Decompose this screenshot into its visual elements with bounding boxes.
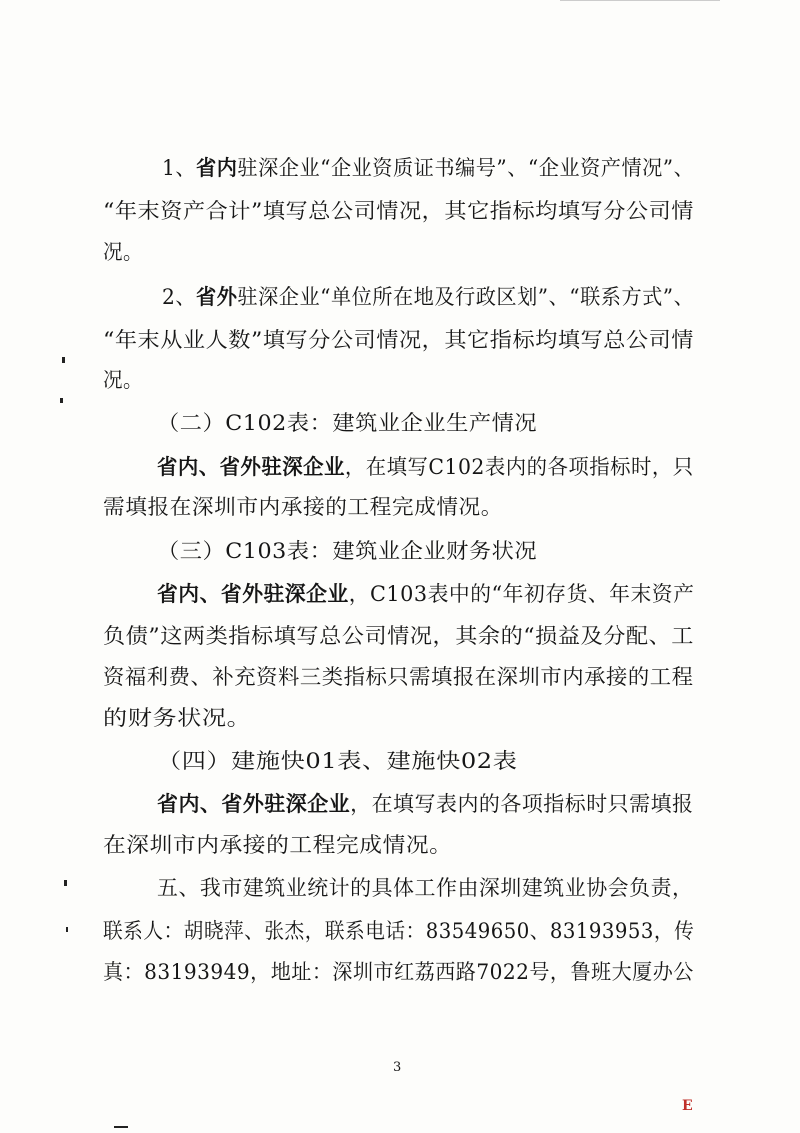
text-line <box>157 536 537 566</box>
bold-text: 省内 <box>196 155 238 180</box>
text-segment: 五、我市建筑业统计的具体工作由深圳建筑业协会负责， <box>157 876 694 900</box>
scan-speck <box>66 927 68 932</box>
text-line <box>162 282 694 312</box>
corner-mark: E <box>682 1098 693 1114</box>
text-line <box>103 662 693 692</box>
text-segment: （二）C102表：建筑业企业生产情况 <box>157 411 538 435</box>
text-segment: 驻深企业“单位所在地及行政区划”、“联系方式”、 <box>237 285 695 309</box>
text-segment: ，C103表中的“年初存货、年末资产 <box>348 582 695 606</box>
text-segment: 负债”这两类指标填写总公司情况，其余的“损益及分配、工 <box>103 624 694 648</box>
text-line <box>103 830 452 860</box>
text-line <box>162 153 694 183</box>
bold-text: 省内、省外驻深企业 <box>157 791 351 816</box>
text-segment: 的财务状况。 <box>103 706 252 730</box>
text-line <box>103 325 694 355</box>
page-number: 3 <box>393 1060 402 1075</box>
text-segment: 需填报在深圳市内承接的工程完成情况。 <box>103 495 503 519</box>
bold-text: 省外 <box>196 284 238 309</box>
text-segment: 联系人：胡晓萍、张杰，联系电话：83549650、83193953，传 <box>103 919 695 943</box>
text-line <box>157 873 694 903</box>
text-line <box>157 789 694 819</box>
text-line <box>103 196 694 226</box>
scan-speck <box>114 1126 128 1128</box>
scan-speck <box>64 880 67 886</box>
text-line <box>103 237 143 267</box>
text-segment: ，在填写表内的各项指标时只需填报 <box>350 792 694 816</box>
text-segment: 况。 <box>103 368 143 392</box>
text-segment: 况。 <box>103 240 143 264</box>
text-segment: （四）建施快01表、建施快02表 <box>157 749 518 773</box>
text-segment: 资福利费、补充资料三类指标只需填报在深圳市内承接的工程 <box>103 665 694 689</box>
text-segment: 1、 <box>162 156 197 180</box>
text-line <box>103 957 694 987</box>
text-segment: 驻深企业“企业资质证书编号”、“企业资产情况”、 <box>237 156 695 180</box>
bold-text: 省内、省外驻深企业 <box>157 454 345 479</box>
scan-speck <box>62 357 65 363</box>
text-line <box>103 703 251 733</box>
scan-speck <box>60 398 63 403</box>
text-line <box>157 408 537 438</box>
text-segment: “年末从业人数”填写分公司情况，其它指标均填写总公司情 <box>103 328 694 352</box>
text-line <box>157 452 694 482</box>
text-segment: 2、 <box>162 285 197 309</box>
text-line <box>103 621 694 651</box>
text-segment: 真：83193949，地址：深圳市红荔西路7022号，鲁班大厦办公 <box>103 960 694 984</box>
text-line <box>103 492 503 522</box>
scan-edge-line <box>560 0 720 1</box>
bold-text: 省内、省外驻深企业 <box>157 581 349 606</box>
text-segment: ，在填写C102表内的各项指标时，只 <box>344 455 694 479</box>
text-segment: 在深圳市内承接的工程完成情况。 <box>103 833 453 857</box>
text-line <box>103 916 694 946</box>
text-segment: “年末资产合计”填写总公司情况，其它指标均填写分公司情 <box>103 199 694 223</box>
text-line <box>103 365 143 395</box>
text-line <box>157 746 517 776</box>
text-line <box>157 579 694 609</box>
text-segment: （三）C103表：建筑业企业财务状况 <box>157 539 538 563</box>
